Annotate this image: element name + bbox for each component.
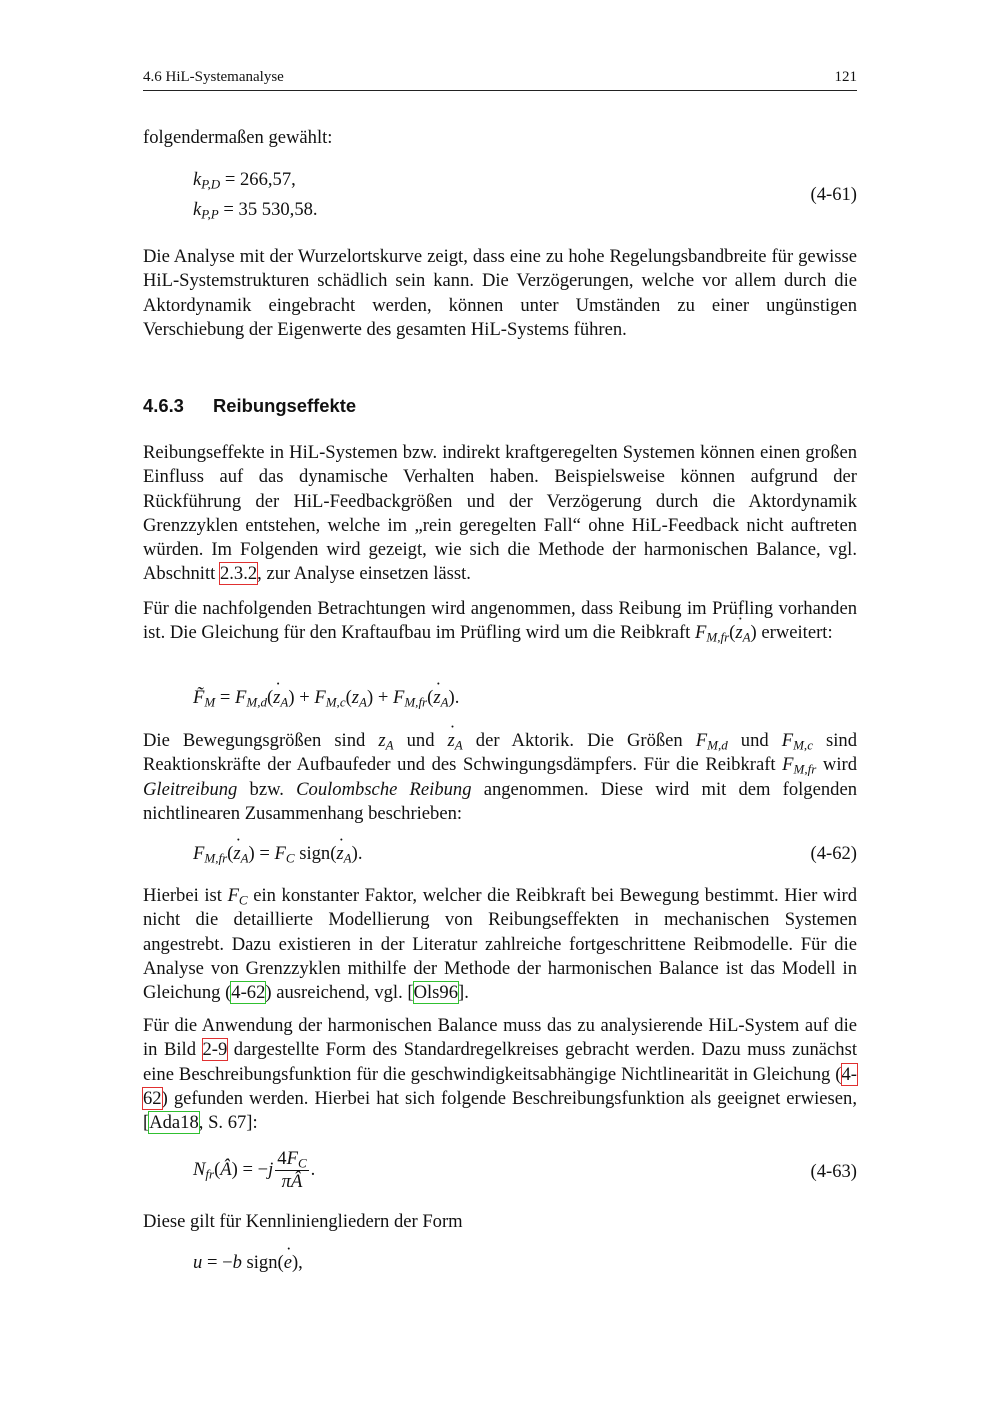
ref-citation-link[interactable]: Ada18 — [149, 1112, 199, 1134]
equation-force-sum: $F̃_M = F_{M,d}(z$ $˙_A) + F_{M,c}(z_A) + F_{M,fr}(z$ $˙_A$). — [193, 686, 459, 710]
paragraph-4: Hierbei ist $F_C$ ein konstanter Faktor, welcher die Reibkraft bei Bewegung bestimmt. Hier wird nicht die detaillierte Modellierung von Reibungseffekten in mechanischen Systemen angestrebt. Dazu existieren in der Literatur zahlreiche fortgeschrittene Reibmodelle. Für die Analyse von Grenzzyklen mithilfe der Methode der harmonischen Balance ist das Modell in Gleichung (4-62) ausreichend, vgl. [Ols96]. — [143, 885, 857, 1004]
paragraph-analysis: Die Analyse mit der Wurzelortskurve zeigt, dass eine zu hohe Regelungsbandbreite für gewisse HiL-Systemstrukturen schädlich sein kann. Die Verzögerungen, welche vor allem durch die Aktordynamik eingebracht werden, können unter Umständen zu einer ungünstigen Verschiebung der Eigenwerte des gesamten HiL-Systems führen. — [143, 246, 857, 340]
paragraph-intro: folgendermaßen gewählt: — [143, 127, 333, 148]
paragraph-1: Reibungseffekte in HiL-Systemen bzw. indirekt kraftgeregelten Systemen können einen großen Einfluss auf das dynamische Verhalten haben. Beispielsweise können aufgrund der Rückführung der HiL-Feedbackgrößen und der Verzögerung durch die Aktordynamik Grenzzyklen entstehen, welche im „rein geregelten Fall“ ohne HiL-Feedback nicht auftreten würden. Im Folgenden wird gezeigt, wie sich die Methode der harmonischen Balance, vgl. Abschnitt 2.3.2, zur Analyse einsetzen lässt. — [143, 442, 857, 585]
section-number: 4.6.3 — [143, 395, 184, 416]
header-section: 4.6 HiL-Systemanalyse — [143, 69, 284, 85]
ref-figure-link[interactable]: 2-9 — [202, 1039, 228, 1061]
running-header — [143, 68, 857, 91]
equation-number-4-62: (4-62) — [810, 843, 857, 864]
equation-4-61-line2: $k_{P,P} = 35$ 530,58. — [193, 199, 318, 222]
section-title: Reibungseffekte — [213, 395, 357, 416]
ref-section-link[interactable]: 2.3.2 — [219, 563, 258, 585]
page-number: 121 — [834, 69, 857, 85]
ref-equation-link[interactable]: 4-62 — [231, 982, 266, 1004]
equation-4-61-line1: $k_{P,D} = 266,57$, — [193, 169, 296, 192]
equation-4-63: $N_{fr}(Â) = -j$ $\frac{4F_C}{\pi Â}$ . — [193, 1148, 316, 1192]
paragraph-6: Diese gilt für Kennliniengliedern der Form — [143, 1211, 463, 1232]
section-heading — [143, 395, 356, 417]
paragraph-3: Die Bewegungsgrößen sind $z_A$ und z $˙_A$ der Aktorik. Die Größen $F_{M,d}$ und $F_{M,c}$ sind Reaktionskräfte der Aufbaufeder und des Schwingungsdämpfers. Für die Reibkraft $F_{M,fr}$ wird Gleitreibung bzw. Coulombsche Reibung angenommen. Diese wird mit dem folgenden nichtlinearen Zusammenhang beschrieben: — [143, 729, 857, 826]
equation-4-62: $F_{M,fr}(z$ $˙_A) = F_C$ sign(z $˙_A$). — [193, 842, 362, 866]
equation-number-4-63: (4-63) — [810, 1161, 857, 1182]
ref-equation-link[interactable]: 4-62 — [143, 1063, 857, 1109]
paragraph-2: Für die nachfolgenden Betrachtungen wird angenommen, dass Reibung im Prüfling vorhanden ist. Die Gleichung für den Kraftaufbau im Prüfling wird um die Reibkraft $F_{M,fr}(z$ $˙_A$) erweitert: — [143, 597, 857, 646]
equation-characteristic: u = −b sign(e ˙), — [193, 1251, 303, 1275]
equation-number-4-61: (4-61) — [810, 184, 857, 205]
paragraph-5: Für die Anwendung der harmonischen Balance muss das zu analysierende HiL-System auf die in Bild 2-9 dargestellte Form des Standardregelkreises gebracht werden. Dazu muss zunächst eine Beschreibungsfunktion für die geschwindigkeitsabhängige Nichtlinearität in Gleichung (4-62) gefunden werden. Hierbei hat sich folgende Beschreibungsfunktion als geeignet erwiesen, [Ada18, S. 67]: — [143, 1015, 857, 1134]
ref-citation-link[interactable]: Ols96 — [413, 982, 459, 1004]
